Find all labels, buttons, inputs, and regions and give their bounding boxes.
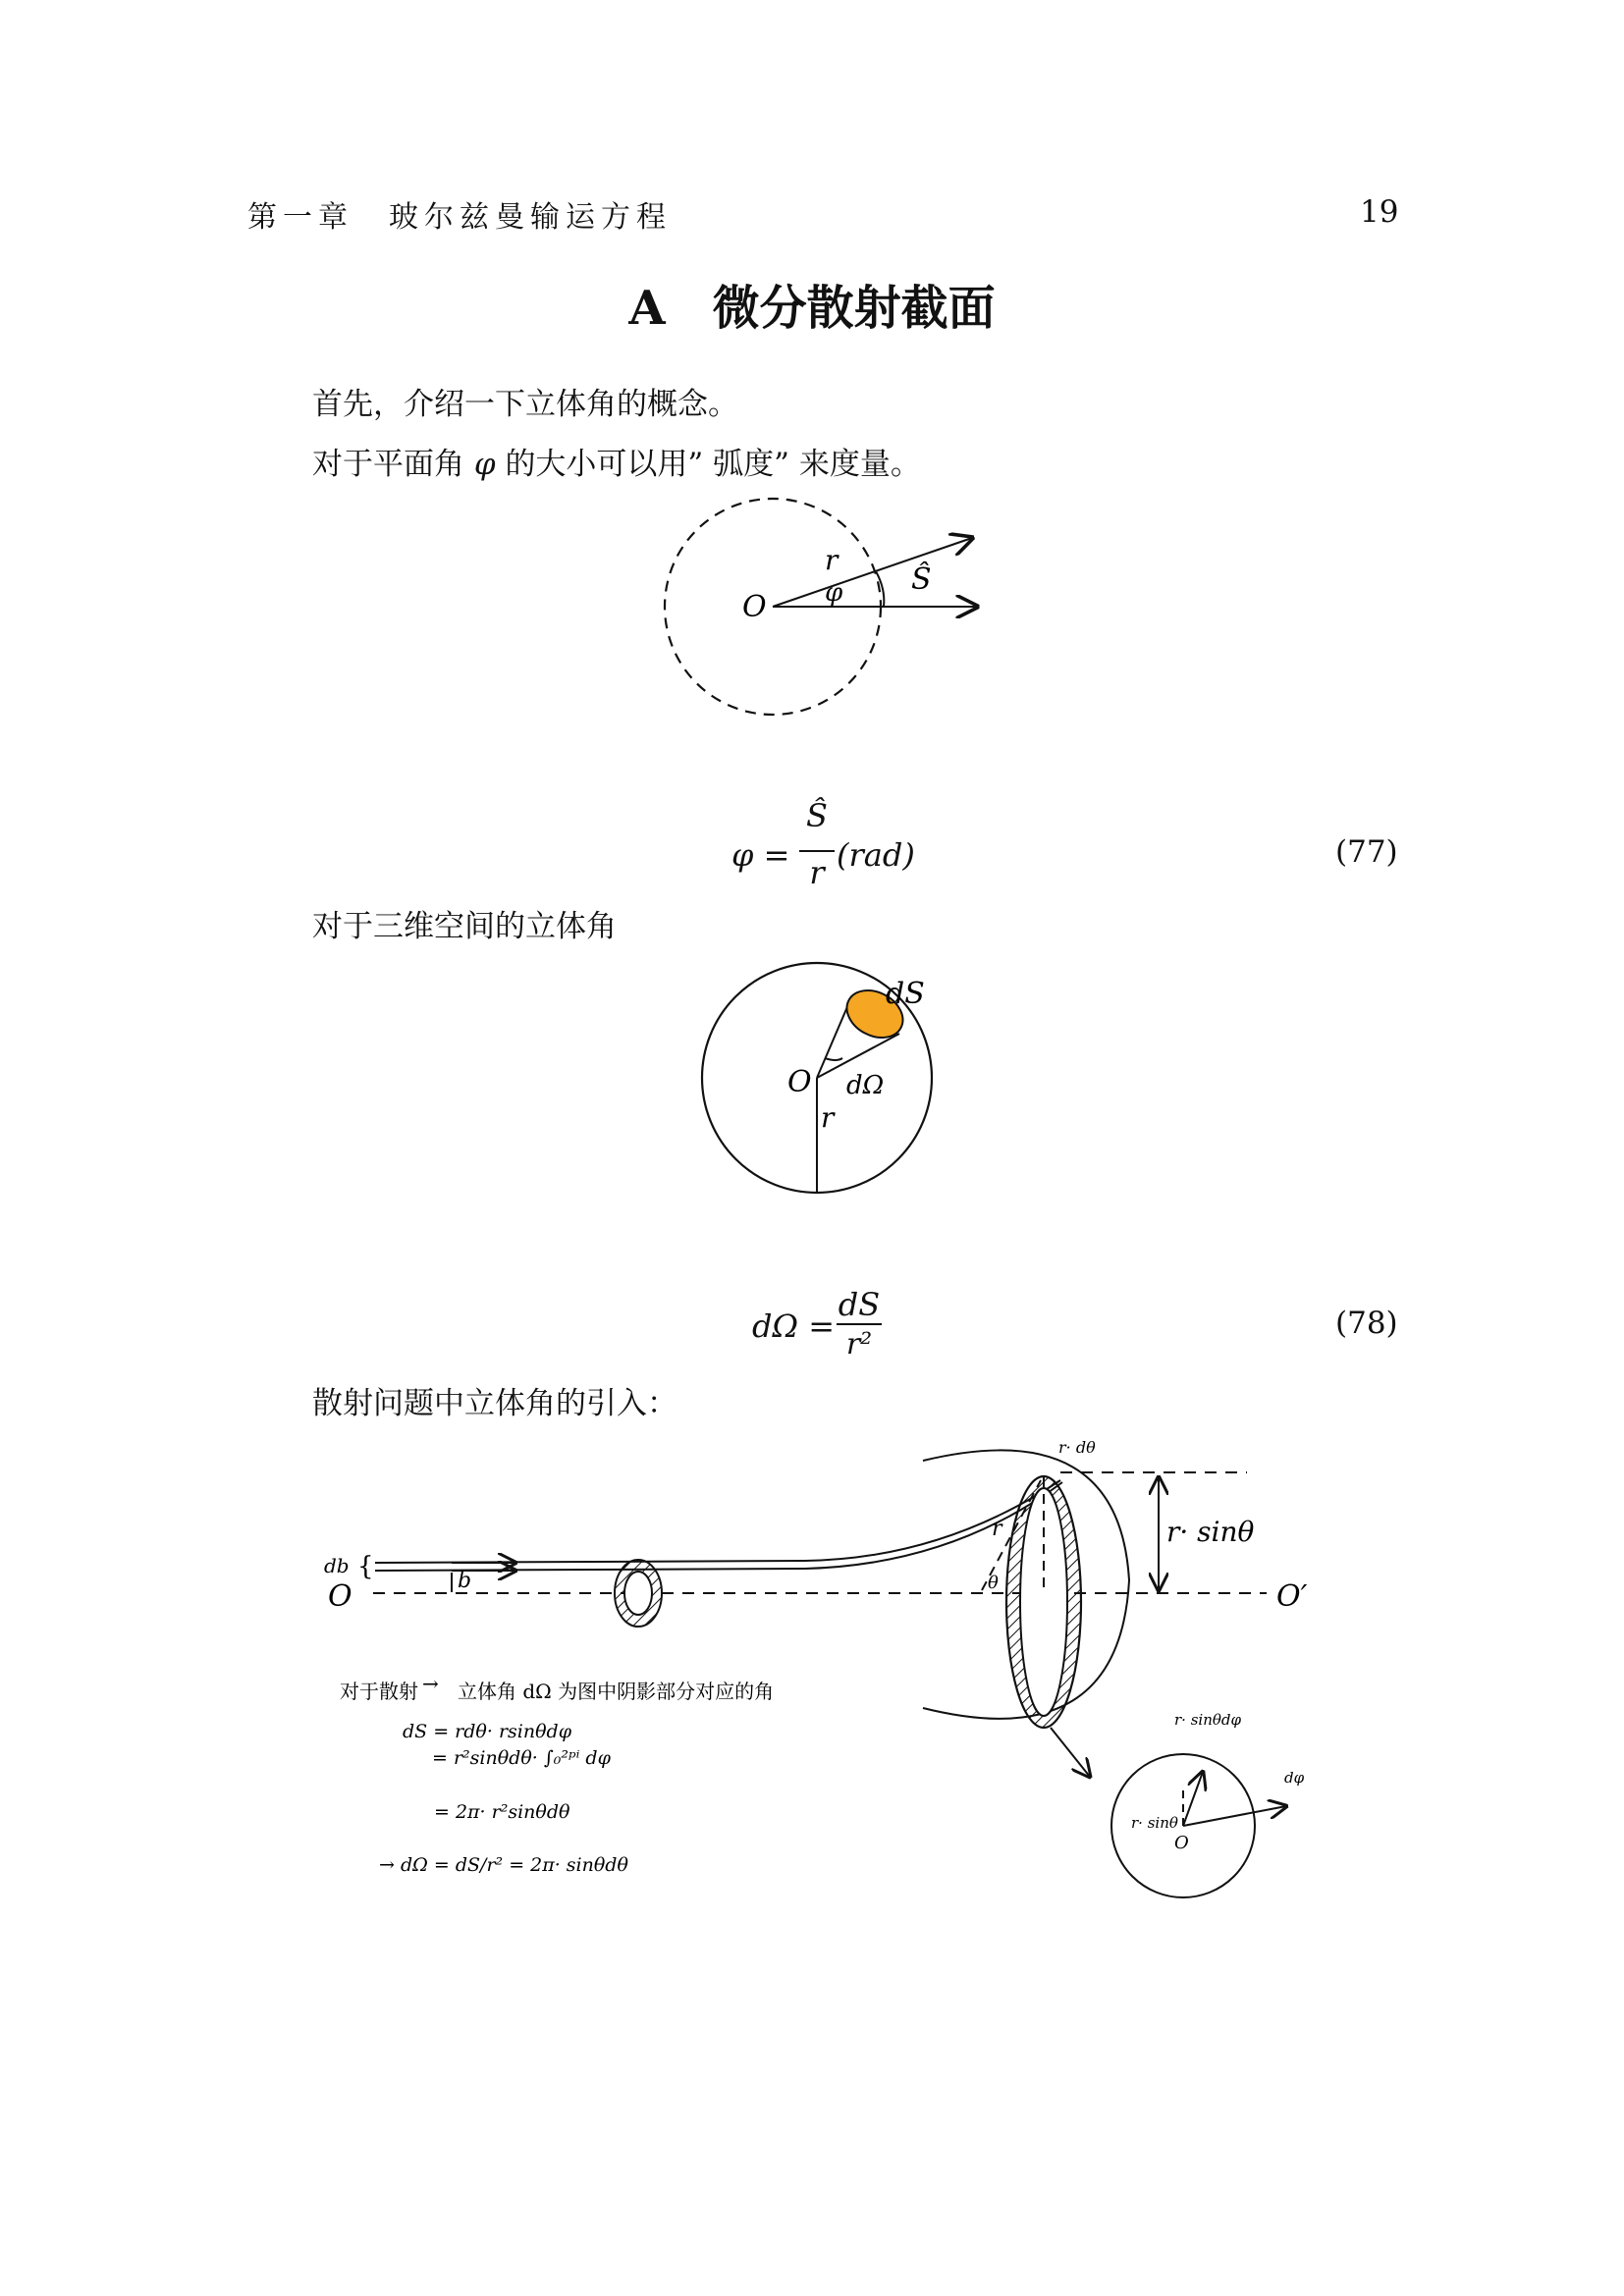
eq77-number: (77) bbox=[1335, 834, 1398, 870]
paragraph-scattering: 散射问题中立体角的引入： bbox=[312, 1386, 677, 1421]
page-number: 19 bbox=[1360, 194, 1399, 230]
label-dS: dS bbox=[886, 977, 925, 1011]
eq78-fraction-bar bbox=[837, 1323, 882, 1325]
label-O-prime: O′ bbox=[1276, 1579, 1308, 1614]
paragraph-solid-angle: 对于三维空间的立体角 bbox=[312, 909, 617, 944]
figure-scattering bbox=[314, 1433, 1316, 1924]
eq-line4: → dΩ = dS/r² = 2π· sinθdθ bbox=[379, 1854, 628, 1876]
eq78-number: (78) bbox=[1335, 1306, 1398, 1341]
eq77-denominator: r bbox=[809, 854, 825, 891]
scattered-ring-inner bbox=[1020, 1488, 1067, 1716]
plane-angle-symbol: φ bbox=[473, 447, 496, 482]
eq77-fraction-bar bbox=[799, 850, 835, 852]
label-O: O bbox=[742, 590, 767, 624]
figure-plane-angle bbox=[648, 491, 1001, 726]
figure-solid-angle bbox=[687, 952, 952, 1207]
eq77-suffix: (rad) bbox=[837, 836, 915, 874]
label-r: r bbox=[992, 1517, 1002, 1541]
label-b: b bbox=[458, 1569, 472, 1593]
eq78-denominator: r² bbox=[845, 1327, 873, 1362]
inset-label-left: r· sinθ bbox=[1131, 1814, 1178, 1832]
eq77-numerator: Ŝ bbox=[806, 797, 828, 834]
inset-label-O: O bbox=[1174, 1833, 1189, 1853]
inset-arrow-up bbox=[1183, 1772, 1203, 1826]
section-title-text: 微分散射截面 bbox=[712, 281, 996, 336]
paragraph-intro: 首先，介绍一下立体角的概念。 bbox=[312, 387, 738, 422]
ray-upper bbox=[773, 538, 972, 607]
label-O: O bbox=[787, 1065, 812, 1099]
brace-db: { bbox=[357, 1552, 374, 1581]
incident-ring-inner bbox=[624, 1572, 652, 1615]
label-r-sintheta: r· sinθ bbox=[1166, 1516, 1255, 1548]
eq-line1: dS = rdθ· rsinθdφ bbox=[403, 1721, 571, 1742]
eq77-lhs: φ = bbox=[731, 836, 790, 874]
paragraph-plane-angle bbox=[312, 439, 921, 483]
eq-line3: = 2π· r²sinθdθ bbox=[434, 1801, 570, 1823]
note-title: 对于散射 bbox=[340, 1680, 418, 1703]
note-text: 立体角 dΩ 为图中阴影部分对应的角 bbox=[458, 1680, 775, 1703]
label-O: O bbox=[328, 1579, 352, 1614]
section-title bbox=[0, 270, 1624, 338]
section-number: A bbox=[628, 281, 666, 336]
eq-line2: = r²sinθdθ· ∫₀²ᵖⁱ dφ bbox=[432, 1747, 611, 1769]
label-db: db bbox=[324, 1554, 350, 1577]
running-header-chapter: 第一章 玻尔兹曼输运方程 bbox=[247, 200, 672, 235]
note-arrow: → bbox=[422, 1672, 439, 1695]
eq78-lhs: dΩ = bbox=[752, 1308, 835, 1345]
label-phi: φ bbox=[825, 578, 843, 608]
plane-angle-pre: 对于平面角 bbox=[312, 447, 464, 482]
label-r: r bbox=[821, 1101, 835, 1134]
label-dOmega: dΩ bbox=[846, 1071, 885, 1100]
label-r: r bbox=[825, 544, 839, 576]
label-theta: θ bbox=[988, 1573, 999, 1593]
inset-arrow-dphi bbox=[1183, 1806, 1286, 1826]
inset-pointer bbox=[1051, 1728, 1090, 1777]
plane-angle-post: 的大小可以用” 弧度” 来度量。 bbox=[505, 447, 921, 482]
inset-label-top: r· sinθdφ bbox=[1174, 1711, 1241, 1729]
trajectory-lower bbox=[375, 1482, 1062, 1571]
label-S-hat: Ŝ bbox=[911, 562, 932, 597]
eq78-numerator: dS bbox=[838, 1286, 881, 1323]
trajectory-upper bbox=[375, 1480, 1060, 1563]
inset-label-dphi: dφ bbox=[1284, 1769, 1305, 1787]
cone-angle-arc bbox=[825, 1058, 842, 1060]
label-r-dtheta: r· dθ bbox=[1058, 1438, 1096, 1457]
